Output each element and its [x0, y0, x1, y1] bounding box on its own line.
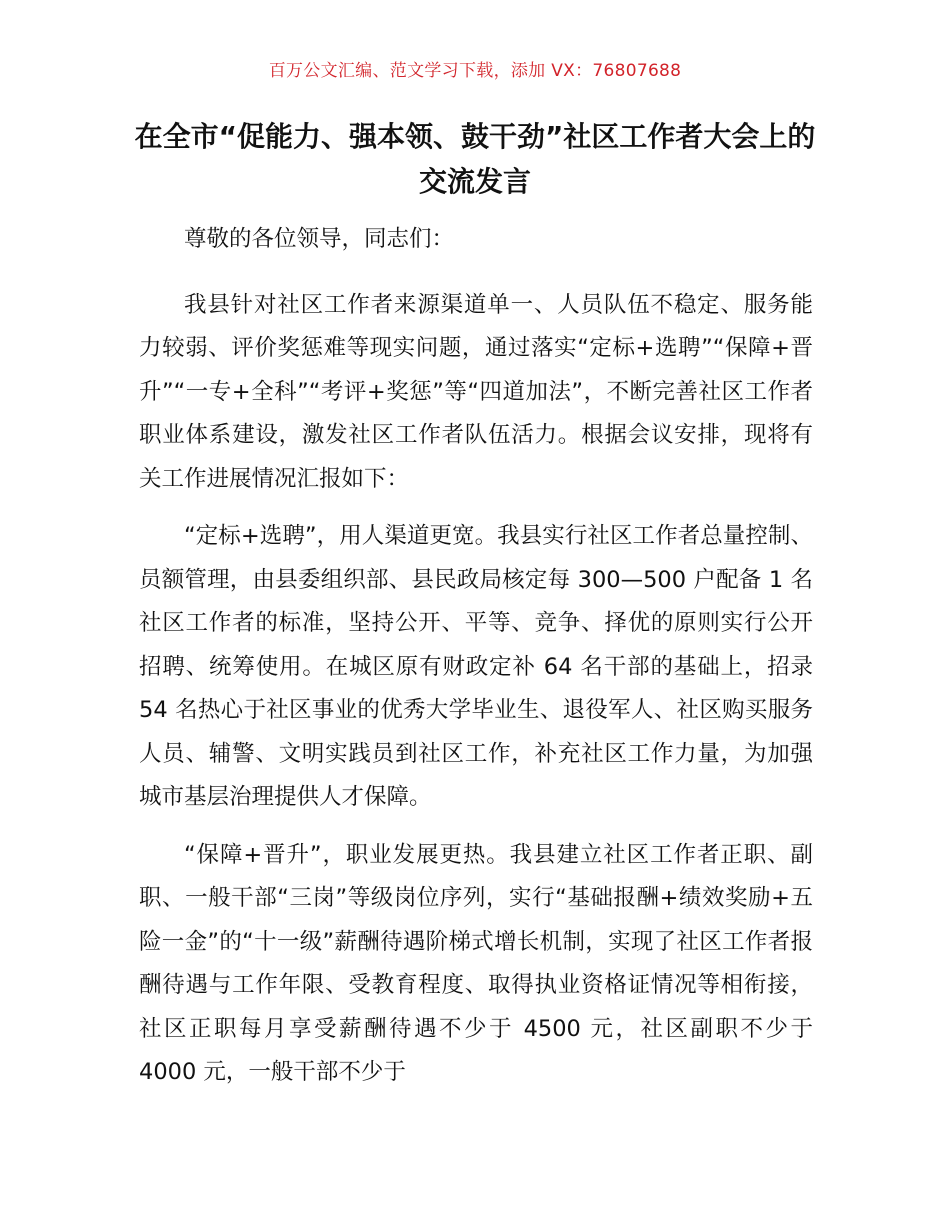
document-body: [139, 218, 813, 1109]
paragraph-promotion: “保障+晋升”，职业发展更热。我县建立社区工作者正职、副职、一般干部“三岗”等级岗位序列，实行“基础报酬+绩效奖励+五险一金”的“十一级”薪酬待遇阶梯式增长机制，实现了社区工作者报酬待遇与工作年限、受教育程度、取得执业资格证情况等相衔接，社区正职每月享受薪酬待遇不少于 4500 元，社区副职不少于 4000 元，一般干部不少于: [139, 841, 813, 1085]
paragraph-recruitment: “定标+选聘”，用人渠道更宽。我县实行社区工作者总量控制、员额管理，由县委组织部、县民政局核定每 300—500 户配备 1 名社区工作者的标准，坚持公开、平等、竞争、择优的原则实行公开招聘、统筹使用。在城区原有财政定补 64 名干部的基础上，招录 54 名热心于社区事业的优秀大学毕业生、退役军人、社区购买服务人员、辅警、文明实践员到社区工作，补充社区工作力量，为加强城市基层治理提供人才保障。: [139, 523, 813, 810]
document-title: 在全市“促能力、强本领、鼓干劲”社区工作者大会上的交流发言: [134, 120, 816, 198]
greeting-line: 尊敬的各位领导，同志们：: [184, 226, 455, 252]
header-watermark-note: 百万公文汇编、范文学习下载，添加 VX：76807688: [268, 61, 682, 81]
paragraph-intro: 我县针对社区工作者来源渠道单一、人员队伍不稳定、服务能力较弱、评价奖惩难等现实问题，通过落实“定标+选聘”“保障+晋升”“一专+全科”“考评+奖惩”等“四道加法”，不断完善社区工作者职业体系建设，激发社区工作者队伍活力。根据会议安排，现将有关工作进展情况汇报如下：: [139, 291, 813, 492]
